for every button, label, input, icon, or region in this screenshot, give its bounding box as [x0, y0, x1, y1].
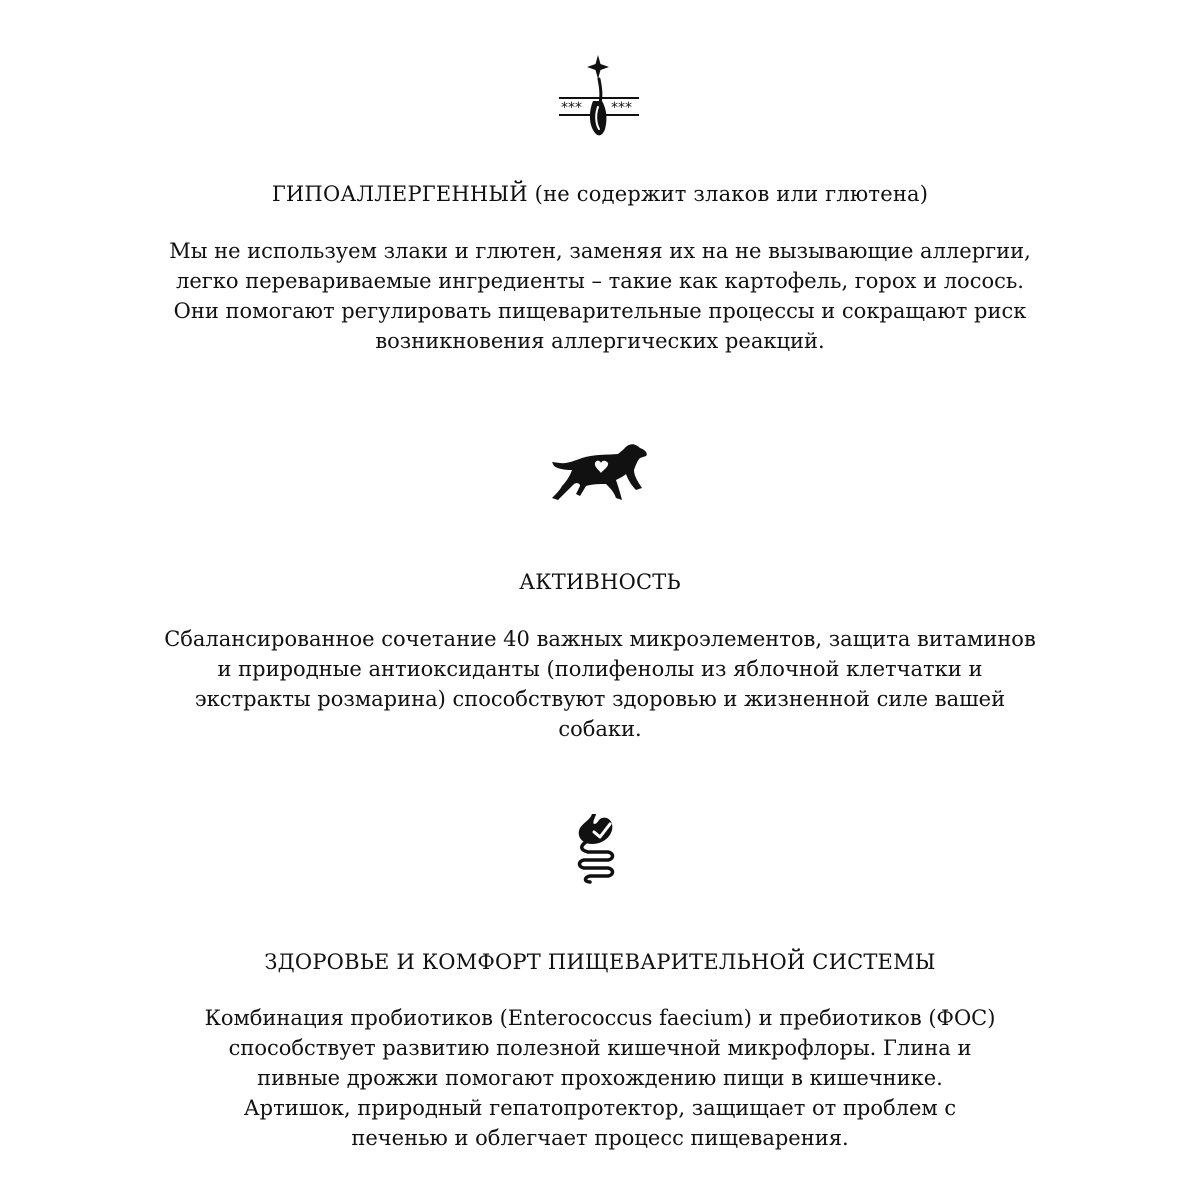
text-line: легко перевариваемые ингредиенты – такие как картофель, горох и лосось.: [176, 269, 1024, 293]
digestive-system-icon: [570, 810, 630, 885]
svg-text:**: **: [611, 100, 625, 116]
section-text-activity: [0, 624, 1200, 744]
text-line: Сбалансированное сочетание 40 важных микроэлементов, защита витаминов: [164, 627, 1036, 651]
section-text-digestion: [0, 1003, 1200, 1153]
text-line: возникновения аллергических реакций.: [375, 329, 825, 353]
text-line: экстракты розмарина) способствуют здоровью и жизненной силе вашей: [194, 687, 1006, 711]
text-line: способствует развитию полезной кишечной микрофлоры. Глина и: [228, 1036, 972, 1060]
text-line: пивные дрожжи помогают прохождению пищи в кишечнике.: [257, 1066, 943, 1090]
section-heading-hypoallergenic: ГИПОАЛЛЕРГЕННЫЙ (не содержит злаков или глютена): [271, 182, 929, 206]
text-line: Комбинация пробиотиков (Enterococcus faecium) и пребиотиков (ФОС): [204, 1006, 996, 1030]
svg-text:*: *: [625, 100, 632, 116]
running-dog-heart-icon: [550, 440, 650, 505]
svg-text:*: *: [575, 100, 582, 116]
section-heading-activity: АКТИВНОСТЬ: [519, 570, 681, 594]
section-heading-digestion: ЗДОРОВЬЕ И КОМФОРТ ПИЩЕВАРИТЕЛЬНОЙ СИСТЕМЫ: [264, 950, 936, 974]
hair-follicle-icon: [555, 55, 645, 140]
text-line: собаки.: [558, 717, 642, 741]
section-text-hypoallergenic: [0, 236, 1200, 356]
text-line: Они помогают регулировать пищеварительные процессы и сокращают риск: [173, 299, 1027, 323]
text-line: печенью и облегчает процесс пищеварения.: [351, 1126, 849, 1150]
text-line: и природные антиоксиданты (полифенолы из яблочной клетчатки и: [217, 657, 983, 681]
text-line: Мы не используем злаки и глютен, заменяя их на не вызывающие аллергии,: [169, 239, 1031, 263]
text-line: Артишок, природный гепатопротектор, защищает от проблем с: [243, 1096, 957, 1120]
svg-text:**: **: [561, 100, 575, 116]
